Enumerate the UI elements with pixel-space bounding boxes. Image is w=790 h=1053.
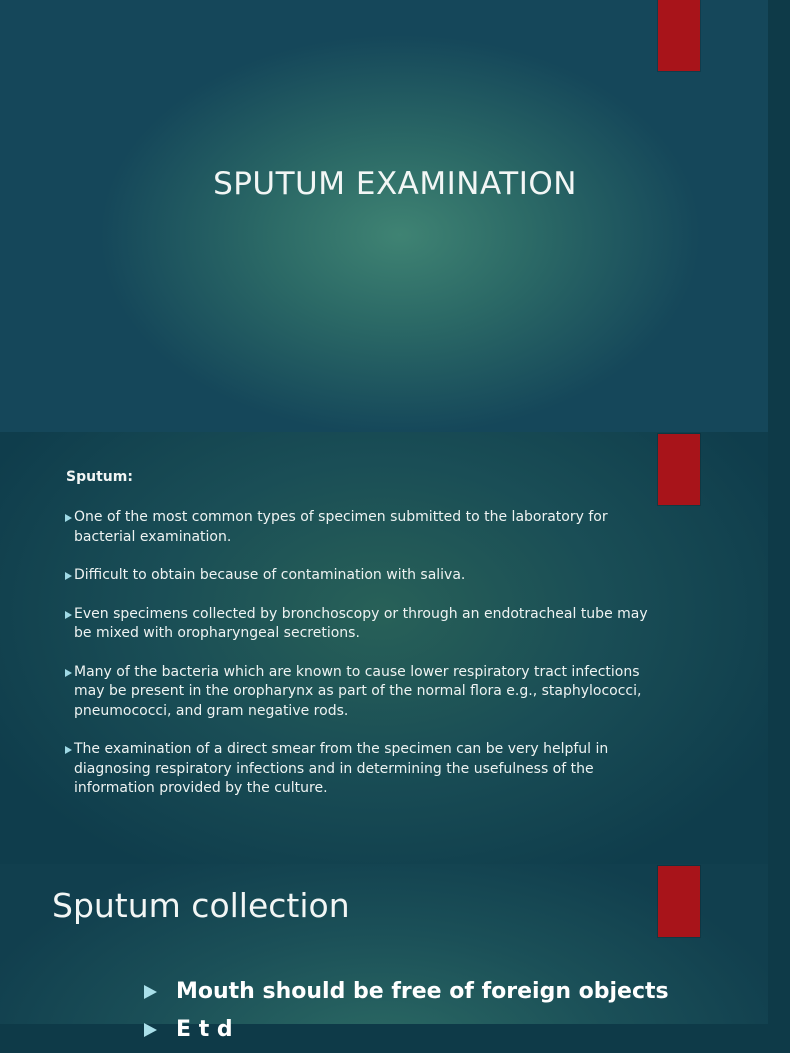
bullet-item <box>144 1015 669 1045</box>
bullet-item <box>65 508 660 547</box>
triangle-bullet-icon <box>144 985 157 999</box>
slide-sputum-overview <box>0 432 768 864</box>
slide-title-text: Sputum collection <box>52 886 350 925</box>
accent-bar <box>658 866 700 937</box>
triangle-bullet-icon <box>65 669 72 677</box>
bullet-text: Many of the bacteria which are known to cause lower respiratory tract infections may be present in the oropharynx as part of the normal flora e.g., staphylococci, pneumococci, and gram negative rods. <box>74 663 642 719</box>
slide-title <box>0 0 768 432</box>
slide-sputum-collection <box>0 864 768 1042</box>
accent-bar <box>658 0 700 71</box>
bullet-item <box>65 605 660 644</box>
slide-title-text: SPUTUM EXAMINATION <box>213 166 577 202</box>
bullet-item <box>65 663 660 722</box>
collection-bullet-list <box>144 977 669 1053</box>
bullet-text: E t d <box>176 1017 233 1042</box>
bullet-item <box>65 566 660 586</box>
bullet-text: Difficult to obtain because of contamination with saliva. <box>74 567 466 583</box>
bullet-text: The examination of a direct smear from the specimen can be very helpful in diagnosing respiratory infections and in determining the usefulness of the information provided by the culture. <box>74 741 609 796</box>
bullet-text: Mouth should be free of foreign objects <box>176 979 669 1004</box>
triangle-bullet-icon <box>65 572 72 580</box>
triangle-bullet-icon <box>65 611 72 619</box>
triangle-bullet-icon <box>65 514 72 522</box>
bullet-item <box>65 740 660 799</box>
triangle-bullet-icon <box>65 746 72 754</box>
bullet-text: One of the most common types of specimen submitted to the laboratory for bacterial examination. <box>74 509 608 545</box>
bullet-item <box>144 977 669 1007</box>
bullet-list <box>65 508 660 818</box>
accent-bar <box>658 434 700 505</box>
triangle-bullet-icon <box>144 1023 157 1037</box>
section-label: Sputum: <box>66 469 133 485</box>
bullet-text: Even specimens collected by bronchoscopy or through an endotracheal tube may be mixed with oropharyngeal secretions. <box>74 605 648 641</box>
